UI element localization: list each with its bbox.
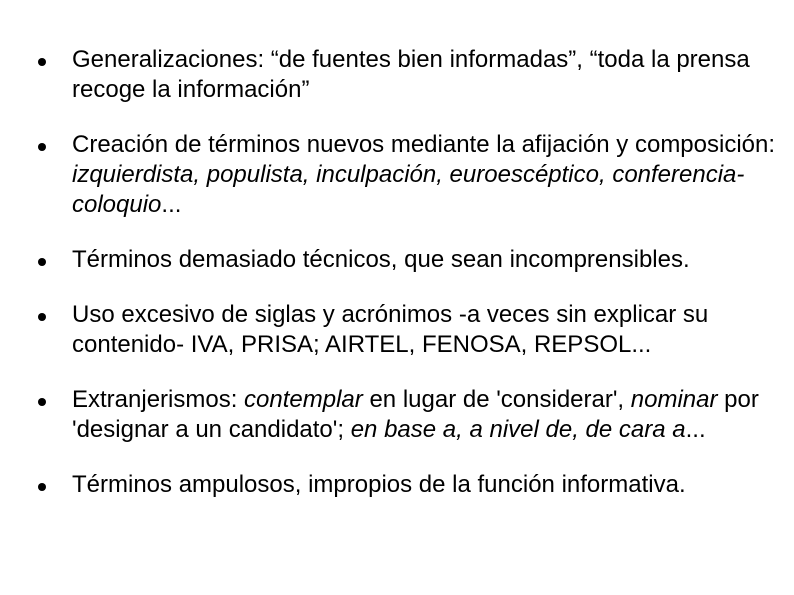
text-segment: Generalizaciones: “de fuentes bien informadas”, “toda la prensa recoge la información” [72, 46, 750, 103]
text-segment: por 'designar a un candidato'; [72, 386, 759, 443]
bullet-text [72, 470, 778, 500]
bullet-dot-icon [38, 398, 46, 406]
text-segment: Uso excesivo de siglas y acrónimos -a veces sin explicar su contenido- IVA, PRISA; AIRTEL, FENOSA, REPSOL... [72, 301, 709, 358]
bullet-item [38, 385, 778, 445]
text-segment: ... [161, 191, 182, 218]
italic-text-segment: en base a, a nivel de, de cara a [350, 416, 686, 443]
bullet-dot-icon [38, 313, 46, 321]
bullet-item [38, 130, 778, 220]
bullet-text [72, 130, 778, 220]
italic-text-segment: izquierdista, populista, inculpación, euroescéptico, conferencia-coloquio [72, 161, 745, 218]
bullet-item [38, 300, 778, 360]
bullet-text [72, 245, 778, 275]
text-segment: en lugar de 'considerar', [362, 386, 631, 413]
text-segment: Términos demasiado técnicos, que sean incomprensibles. [72, 246, 690, 273]
bullet-dot-icon [38, 483, 46, 491]
bullet-item [38, 45, 778, 105]
text-segment: ... [685, 416, 706, 443]
bullet-item [38, 470, 778, 500]
text-segment: Extranjerismos: [72, 386, 245, 413]
bullet-item [38, 245, 778, 275]
italic-text-segment: nominar [630, 386, 718, 413]
bullet-text [72, 45, 778, 105]
bullet-text [72, 300, 778, 360]
bullet-dot-icon [38, 258, 46, 266]
text-segment: Creación de términos nuevos mediante la afijación y composición: [72, 131, 776, 158]
bullet-text [72, 385, 778, 445]
bullet-dot-icon [38, 143, 46, 151]
bullet-dot-icon [38, 58, 46, 66]
italic-text-segment: contemplar [244, 386, 363, 413]
bullet-list [38, 45, 778, 500]
text-segment: Términos ampulosos, impropios de la función informativa. [72, 471, 686, 498]
